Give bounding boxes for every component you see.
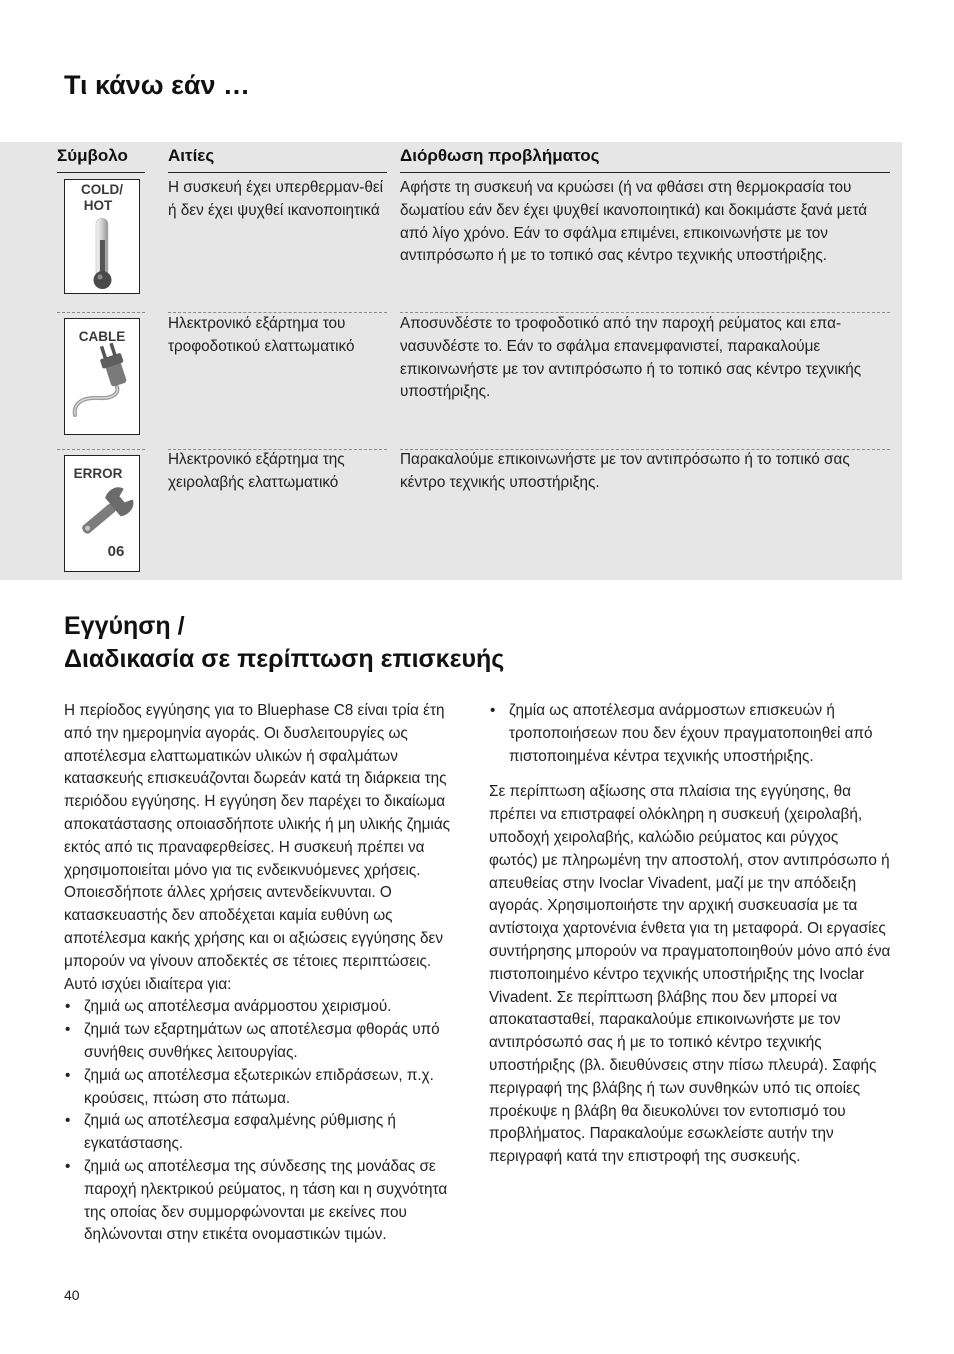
section-title-warranty [64, 610, 504, 676]
list-item: • ζημία ως αποτέλεσμα ανάρμοστων επισκευών ή τροποποιήσεων που δεν έχουν πραγματοποιηθεί από πιστοποιημένα κέντρα τεχνικής υποστήριξης. [489, 700, 891, 768]
list-item: • ζημιά ως αποτέλεσμα της σύνδεσης της μονάδας σε παροχή ηλεκτρικού ρεύματος, η τάση και η συχνότητα της οποίας δεν συμμορφώνονται με εκείνες που δηλώνονται στην ετικέτα ονομαστικών τιμών. [64, 1156, 464, 1247]
list-item: • ζημιά ως αποτέλεσμα εξωτερικών επιδράσεων, π.χ. κρούσεις, πτώση στο πάτωμα. [64, 1065, 464, 1111]
cable-symbol [64, 318, 140, 435]
symbol-label: COLD/ [81, 182, 123, 197]
fix-text: Αποσυνδέστε το τροφοδοτικό από την παροχή ρεύματος και επα-νασυνδέστε το. Εάν το σφάλμα επανεμφανιστεί, παρακαλούμε επικοινωνήστε με τον αντιπρόσωπο ή το τοπικό σας κέντρο τεχνικής υποστήριξης. [400, 315, 862, 401]
column-header-causes: Αιτίες [168, 146, 215, 165]
row-divider [57, 449, 145, 450]
cold-hot-symbol [64, 179, 140, 294]
cause-text: Ηλεκτρονικό εξάρτημα του τροφοδοτικού ελαττωματικό [168, 315, 355, 355]
symbol-label: ERROR [73, 466, 123, 481]
error-symbol [64, 455, 140, 572]
column-header-symbol: Σύμβολο [57, 146, 128, 165]
wrench-icon [65, 456, 141, 573]
page-number: 40 [64, 1287, 80, 1303]
damage-exclusions-list-continued [489, 700, 891, 768]
header-rule [57, 172, 145, 173]
warranty-claim-paragraph: Σε περίπτωση αξίωσης στα πλαίσια της εγγύησης, θα πρέπει να επιστραφεί ολόκληρη η συσκευή (χειρολαβή, υποδοχή χειρολαβής, καλώδιο ρεύματος και ρύγχος φωτός) με πληρωμένη την αποστολή, στον αντιπρόσωπο ή απευθείας στην Ivoclar Vivadent, μαζί με την απόδειξη αγοράς. Χρησιμοποιήστε την αρχική συσκευασία με τα αντίστοιχα χαρτονένια ένθετα για τη μεταφορά. Οι εργασίες συντήρησης μπορούν να πραγματοποιηθούν μόνο από ένα πιστοποιημένο κέντρο τεχνικής υποστήριξης της Ivoclar Vivadent. Σε περίπτωση βλάβης που δεν μπορεί να αποκατασταθεί, παρακαλούμε επικοινωνήστε με τον αντιπρόσωπό σας ή με το τοπικό κέντρο τεχνικής υποστήριξης (βλ. διευθύνσεις στην πίσω πλευρά). Σαφής περιγραφή της βλάβης ή των συνθηκών υπό τις οποίες προέκυψε η βλάβη θα διευκολύνει τον εντοπισμό του προβλήματος. Παρακαλούμε εσωκλείστε αυτήν την περιγραφή κατά την επιστροφή της συσκευής. [489, 783, 891, 1166]
header-rule [168, 172, 387, 173]
damage-exclusions-list [64, 996, 464, 1247]
symbol-label: HOT [83, 198, 113, 213]
list-item: • ζημιά ως αποτέλεσμα ανάρμοστου χειρισμού. [64, 996, 464, 1019]
thermometer-icon [65, 180, 141, 295]
header-rule [400, 172, 890, 173]
cause-text: Ηλεκτρονικό εξάρτημα της χειρολαβής ελαττωματικό [168, 451, 345, 491]
error-code: 06 [107, 543, 125, 560]
list-item: • ζημιά των εξαρτημάτων ως αποτέλεσμα φθοράς υπό συνήθεις συνθήκες λειτουργίας. [64, 1019, 464, 1065]
power-plug-icon [65, 319, 141, 436]
fix-text: Παρακαλούμε επικοινωνήστε με τον αντιπρόσωπο ή το τοπικό σας κέντρο τεχνικής υποστήριξης. [400, 451, 850, 491]
column-header-fix: Διόρθωση προβλήματος [400, 146, 600, 165]
row-divider [57, 312, 145, 313]
title-line: Εγγύηση / [64, 612, 185, 640]
cause-text: Η συσκευή έχει υπερθερμαν-θεί ή δεν έχει ψυχθεί ικανοποιητικά [168, 179, 384, 219]
warranty-left-column [64, 700, 464, 1247]
warranty-paragraph: Η περίοδος εγγύησης για το Bluephase C8 είναι τρία έτη από την ημερομηνία αγοράς. Οι δυσλειτουργίες ως αποτέλεσμα ελαττωματικών υλικών ή σφαλμάτων κατασκευής επισκευάζονται δωρεάν κατά τη διάρκεια της περιόδου εγγύησης. Η εγγύηση δεν παρέχει το δικαίωμα αποκατάστασης οποιασδήποτε υλικής ή μη υλικής ζημιάς εκτός από τις πραναφερθείσες. Η συσκευή πρέπει να χρησιμοποιείται μόνο για τις ενδεικνυόμενες χρήσεις. Οποιεσδήποτε άλλες χρήσεις αντενδείκνυνται. Ο κατασκευαστής δεν αποδέχεται καμία ευθύνη ως αποτέλεσμα κακής χρήσης και οι αξιώσεις εγγύησης δεν μπορούν να γίνουν αποδεκτές σε τέτοιες περιπτώσεις. Αυτό ισχύει ιδιαίτερα για: [64, 702, 451, 993]
list-item: • ζημιά ως αποτέλεσμα εσφαλμένης ρύθμισης ή εγκατάστασης. [64, 1110, 464, 1156]
title-line: Διαδικασία σε περίπτωση επισκευής [64, 645, 505, 673]
warranty-right-column [489, 700, 891, 1169]
section-title-troubleshooting: Τι κάνω εάν … [64, 70, 251, 100]
symbol-label: CABLE [78, 329, 126, 344]
fix-text: Αφήστε τη συσκευή να κρυώσει (ή να φθάσει στη θερμοκρασία του δωματίου εάν δεν έχει ψυχθεί ικανοποιητικά) και δοκιμάστε ξανά μετά από λίγο χρόνο. Εάν το σφάλμα επιμένει, επικοινωνήστε με τον αντιπρόσωπο ή με το τοπικό σας κέντρο τεχνικής υποστήριξης. [400, 179, 868, 265]
